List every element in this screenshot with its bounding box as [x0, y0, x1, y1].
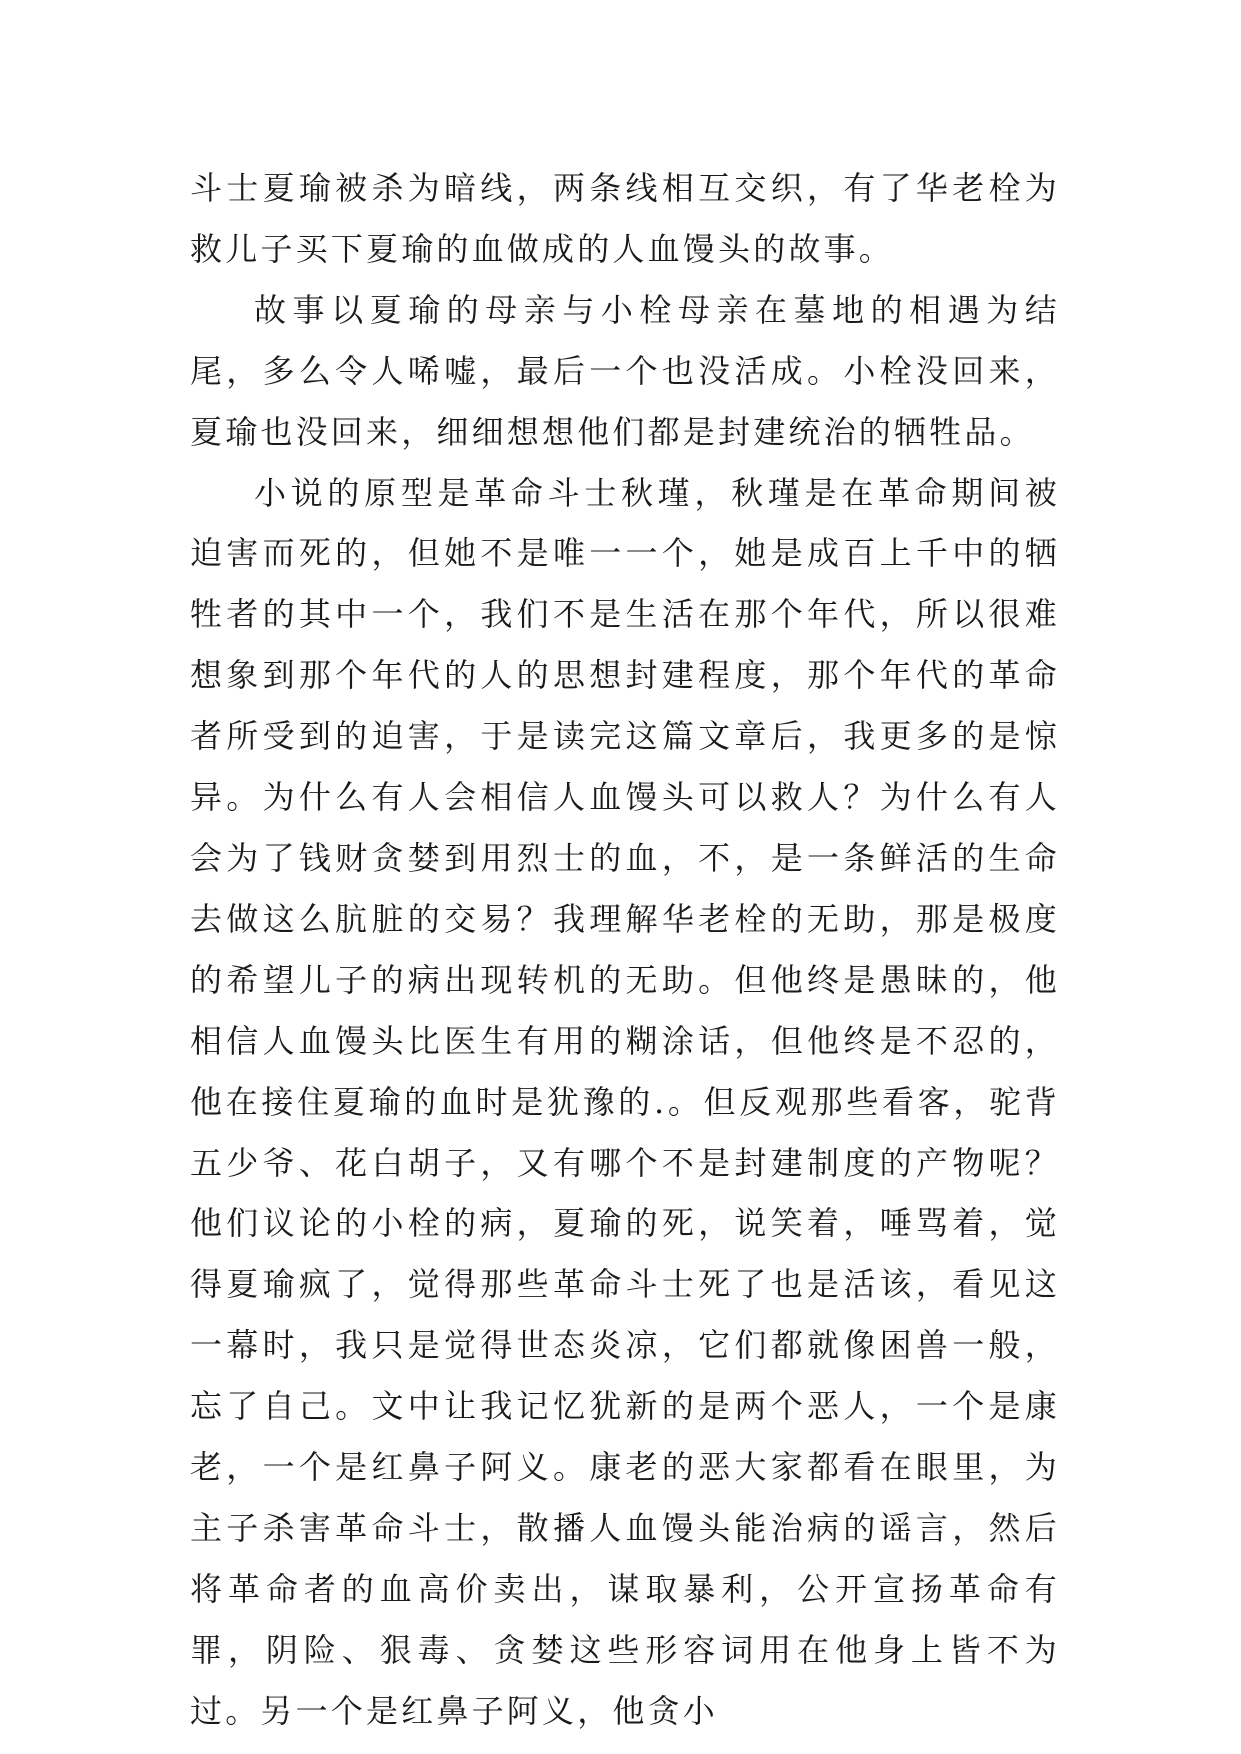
paragraph-2: 故事以夏瑜的母亲与小栓母亲在墓地的相遇为结尾，多么令人唏嘘，最后一个也没活成。小栓没回来，夏瑜也没回来，细细想想他们都是封建统治的牺牲品。: [190, 290, 1060, 451]
paragraph-3: 小说的原型是革命斗士秋瑾，秋瑾是在革命期间被迫害而死的，但她不是唯一一个，她是成百上千中的牺牲者的其中一个，我们不是生活在那个年代，所以很难想象到那个年代的人的思想封建程度，那个年代的革命者所受到的迫害，于是读完这篇文章后，我更多的是惊异。为什么有人会相信人血馒头可以救人？为什么有人会为了钱财贪婪到用烈士的血，不，是一条鲜活的生命去做这么肮脏的交易？我理解华老栓的无助，那是极度的希望儿子的病出现转机的无助。但他终是愚昧的，他相信人血馒头比医生有用的糊涂话，但他终是不忍的，他在接住夏瑜的血时是犹豫的.。但反观那些看客，驼背五少爷、花白胡子，又有哪个不是封建制度的产物呢？他们议论的小栓的病，夏瑜的死，说笑着，唾骂着，觉得夏瑜疯了，觉得那些革命斗士死了也是活该，看见这一幕时，我只是觉得世态炎凉，它们都就像困兽一般，忘了自己。文中让我记忆犹新的是两个恶人，一个是康老，一个是红鼻子阿义。康老的恶大家都看在眼里，为主子杀害革命斗士，散播人血馒头能治病的谣言，然后将革命者的血高价卖出，谋取暴利，公开宣扬革命有罪，阴险、狠毒、贪婪这些形容词用在他身上皆不为过。另一个是红鼻子阿义，他贪小: [190, 473, 1060, 1730]
paragraph-1: 斗士夏瑜被杀为暗线，两条线相互交织，有了华老栓为救儿子买下夏瑜的血做成的人血馒头的故事。: [190, 169, 1060, 268]
body-text: [190, 158, 1060, 1742]
